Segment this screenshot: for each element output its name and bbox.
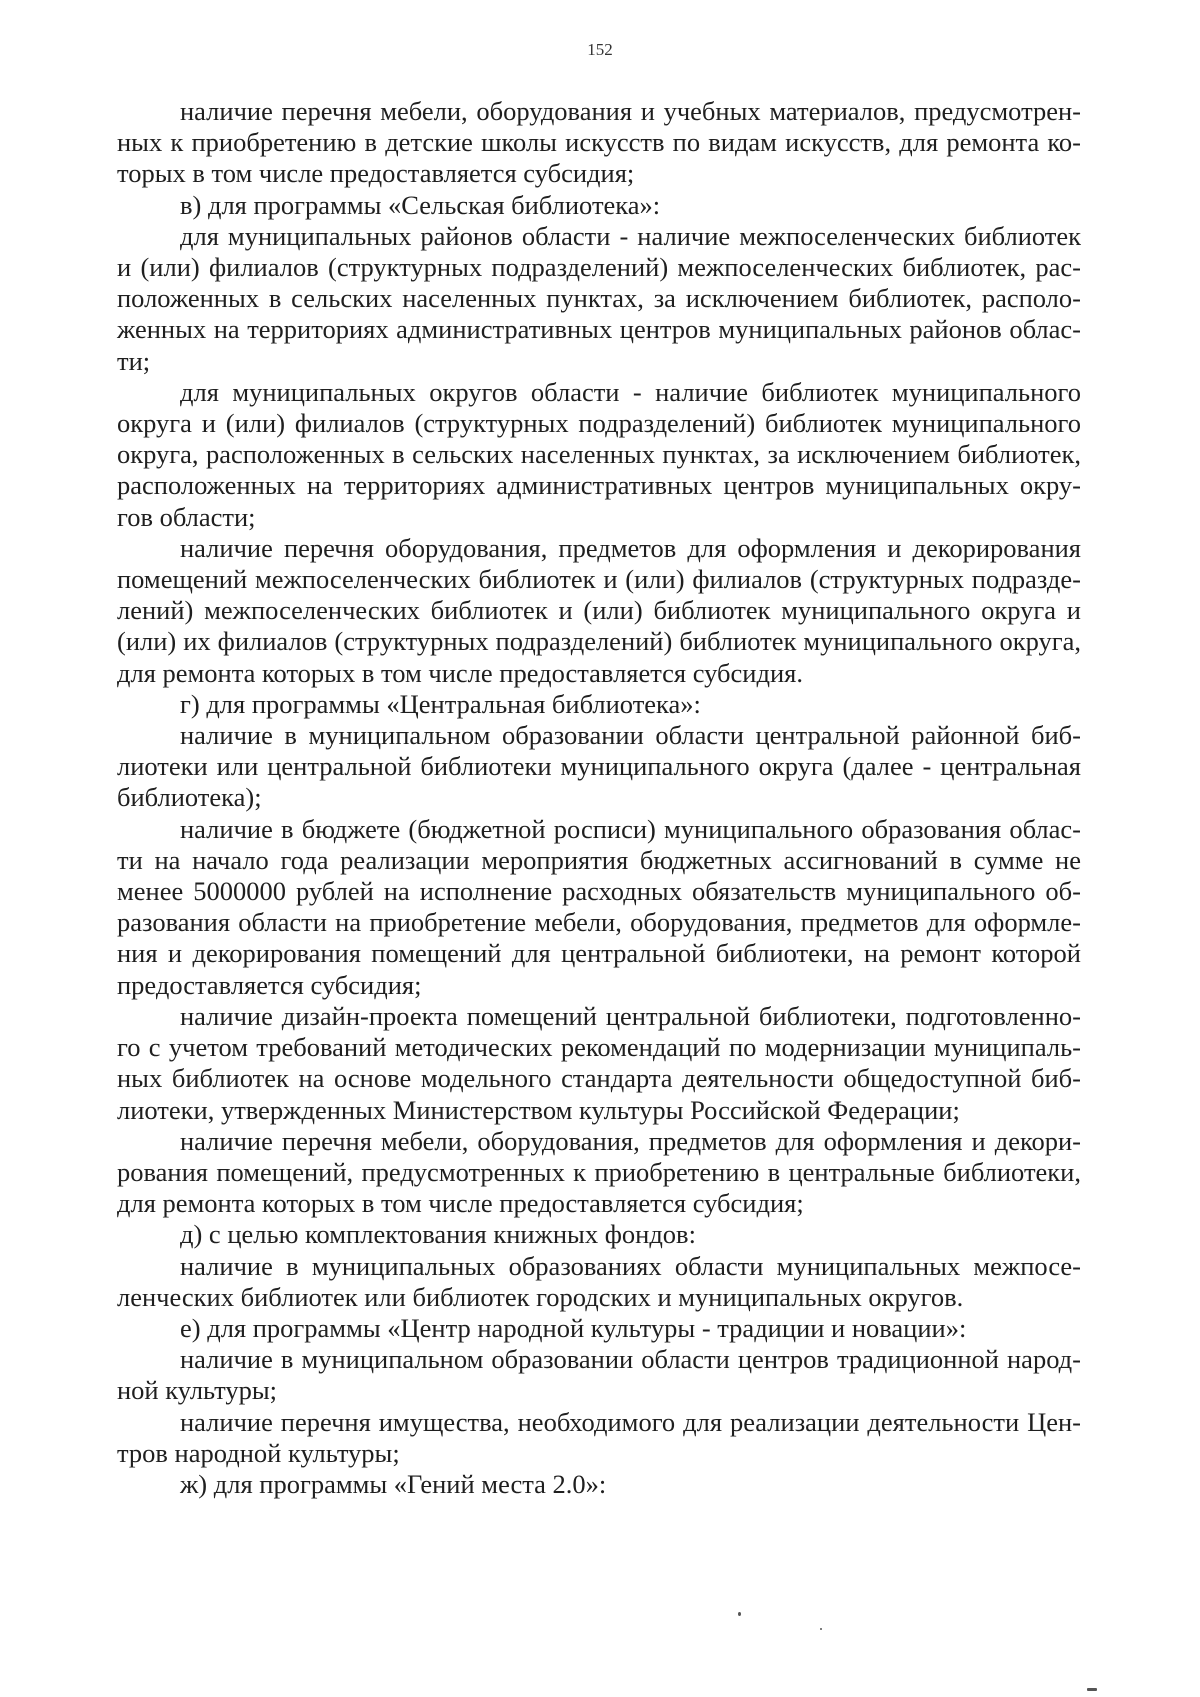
paragraph: г) для программы «Центральная библиотека»:	[180, 688, 701, 719]
paragraph: наличие в бюджете (бюджетной росписи) муниципального образования области на начало года реализации мероприятия бюджетных ассигнований в сумме не менее 5000000 рублей на исполнение расходных обязательств муниципального образования области на приобретение мебели, оборудования, предметов для оформления и декорирования помещений для центральной библиотеки, на ремонт которой предоставляется субсидия;	[117, 813, 1081, 1000]
scan-speck	[1087, 1688, 1097, 1691]
page-number: 152	[587, 40, 613, 59]
paragraph: в) для программы «Сельская библиотека»:	[180, 189, 661, 220]
document-body	[117, 96, 1081, 1500]
paragraph: наличие в муниципальном образовании области центров традиционной народной культуры;	[117, 1344, 1081, 1406]
paragraph: ж) для программы «Гений места 2.0»:	[180, 1468, 607, 1499]
paragraph: наличие перечня оборудования, предметов для оформления и декорирования помещений межпоселенческих библиотек и (или) филиалов (структурных подразделений) межпоселенческих библиотек и (или) библиотек муниципального округа и (или) их филиалов (структурных подразделений) библиотек муниципального округа, для ремонта которых в том числе предоставляется субсидия.	[117, 532, 1081, 688]
paragraph: для муниципальных районов области - наличие межпоселенческих библиотек и (или) филиалов (структурных подразделений) межпоселенческих библиотек, расположенных в сельских населенных пунктах, за исключением библиотек, расположенных на территориях административных центров муниципальных районов области;	[117, 220, 1081, 376]
paragraph: для муниципальных округов области - наличие библиотек муниципального округа и (или) филиалов (структурных подразделений) библиотек муниципального округа, расположенных в сельских населенных пунктах, за исключением библиотек, расположенных на территориях административных центров муниципальных округов области;	[117, 376, 1081, 532]
paragraph: д) с целью комплектования книжных фондов:	[180, 1219, 696, 1250]
paragraph: е) для программы «Центр народной культуры - традиции и новации»:	[180, 1312, 967, 1343]
paragraph: наличие в муниципальном образовании области центральной районной библиотеки или центральной библиотеки муниципального округа (далее - центральная библиотека);	[117, 720, 1081, 813]
paragraph: наличие дизайн-проекта помещений центральной библиотеки, подготовленного с учетом требований методических рекомендаций по модернизации муниципальных библиотек на основе модельного стандарта деятельности общедоступной библиотеки, утвержденных Министерством культуры Российской Федерации;	[117, 1000, 1081, 1125]
paragraph: наличие перечня имущества, необходимого для реализации деятельности Центров народной культуры;	[117, 1406, 1081, 1468]
scan-speck	[820, 1628, 822, 1630]
paragraph: наличие перечня мебели, оборудования и учебных материалов, предусмотренных к приобретению в детские школы искусств по видам искусств, для ремонта которых в том числе предоставляется субсидия;	[117, 96, 1081, 189]
paragraph: наличие перечня мебели, оборудования, предметов для оформления и декорирования помещений, предусмотренных к приобретению в центральные библиотеки, для ремонта которых в том числе предоставляется субсидия;	[117, 1125, 1081, 1219]
scan-speck	[738, 1612, 741, 1616]
paragraph: наличие в муниципальных образованиях области муниципальных межпоселенческих библиотек или библиотек городских и муниципальных округов.	[117, 1250, 1081, 1312]
